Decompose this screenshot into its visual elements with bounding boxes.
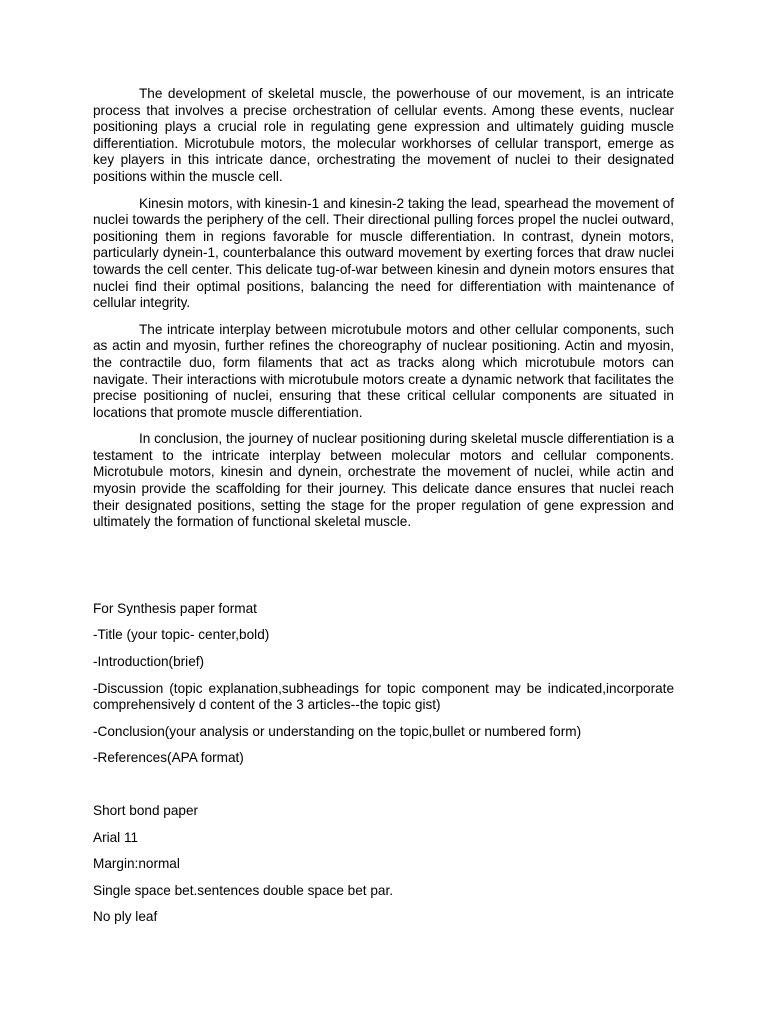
spec-font: Arial 11	[93, 829, 139, 845]
essay-paragraph-2: Kinesin motors, with kinesin-1 and kinesin-2 taking the lead, spearhead the movement of nuclei towards the periphery of the cell. Their directional pulling forces propel the nuclei outward, positioning them in regions favorable for muscle differentiation. In contrast, dynein motors, particularly dynein-1, counterbalance this outward movement by exerting forces that draw nuclei towards the cell center. This delicate tug-of-war between kinesin and dynein motors ensures that nuclei find their optimal positions, balancing the need for differentiation with maintenance of cellular integrity.	[93, 195, 674, 311]
format-item-discussion: -Discussion (topic explanation,subheadings for topic component may be indicated,incorporate comprehensively d content of the 3 articles--the topic gist)	[93, 680, 674, 713]
essay-body	[93, 86, 674, 531]
spec-margin: Margin:normal	[93, 856, 180, 872]
essay-paragraph-4: In conclusion, the journey of nuclear positioning during skeletal muscle differentiation is a testament to the intricate interplay between molecular motors and cellular components. Microtubule motors, kinesin and dynein, orchestrate the movement of nuclei, while actin and myosin provide the scaffolding for their journey. This delicate dance ensures that nuclei reach their designated positions, setting the stage for the proper regulation of gene expression and ultimately the formation of functional skeletal muscle.	[93, 431, 674, 530]
document-page	[93, 86, 674, 936]
spec-paper-size: Short bond paper	[93, 803, 199, 818]
format-notes-heading: For Synthesis paper format	[93, 600, 257, 616]
paper-specs	[93, 803, 674, 926]
essay-paragraph-1: The development of skeletal muscle, the powerhouse of our movement, is an intricate process that involves a precise orchestration of cellular events. Among these events, nuclear positioning plays a crucial role in regulating gene expression and ultimately guiding muscle differentiation. Microtubule motors, the molecular workhorses of cellular transport, emerge as key players in this intricate dance, orchestrating the movement of nuclei to their designated positions within the muscle cell.	[93, 86, 674, 184]
format-item-introduction: -Introduction(brief)	[93, 654, 205, 670]
format-item-title: -Title (your topic- center,bold)	[93, 627, 270, 643]
spec-spacing: Single space bet.sentences double space bet par.	[93, 882, 394, 898]
format-item-conclusion: -Conclusion(your analysis or understanding on the topic,bullet or numbered form)	[93, 723, 582, 739]
format-notes	[93, 601, 674, 767]
format-item-references: -References(APA format)	[93, 750, 244, 766]
spec-leaf: No ply leaf	[93, 909, 158, 925]
blank-space	[93, 541, 674, 601]
blank-space	[93, 777, 674, 803]
essay-paragraph-3: The intricate interplay between microtubule motors and other cellular components, such as actin and myosin, further refines the choreography of nuclear positioning. Actin and myosin, the contractile duo, form filaments that act as tracks along which microtubule motors can navigate. Their interactions with microtubule motors create a dynamic network that facilitates the precise positioning of nuclei, ensuring that these critical cellular components are situated in locations that promote muscle differentiation.	[93, 321, 674, 420]
